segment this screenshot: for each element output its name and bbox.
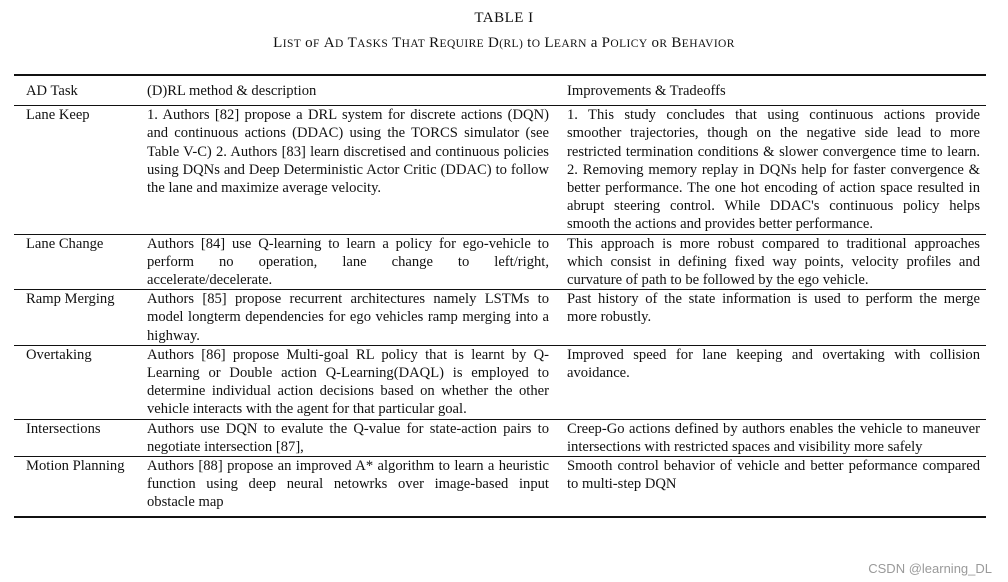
improvements-cell: Past history of the state information is used to perform the merge more robustly. <box>555 290 986 346</box>
header-row <box>14 75 986 106</box>
table-row <box>14 234 986 290</box>
task-cell: Motion Planning <box>26 458 125 475</box>
table-row <box>14 419 986 456</box>
header-method: (D)RL method & description <box>135 75 555 106</box>
table-row <box>14 106 986 234</box>
table-row <box>14 457 986 517</box>
improvements-cell: Creep-Go actions defined by authors enables the vehicle to maneuver intersections with restricted spaces and visibility more safely <box>555 419 986 456</box>
method-cell: Authors [85] propose recurrent architectures namely LSTMs to model longterm dependencies for ego vehicles ramp merging into a highway. <box>135 290 555 346</box>
table-body <box>14 106 986 517</box>
table-row <box>14 345 986 419</box>
method-cell: Authors [84] use Q-learning to learn a policy for ego-vehicle to perform no operation, lane change to left/right, accelerate/decelerate. <box>135 234 555 290</box>
task-cell: Ramp Merging <box>14 290 135 346</box>
watermark: CSDN @learning_DL <box>868 561 992 576</box>
method-cell: Authors [88] propose an improved A* algorithm to learn a heuristic function using deep neural netowrks over image-based input obstacle map <box>147 458 549 511</box>
table-caption <box>0 35 1008 52</box>
task-cell: Intersections <box>14 419 135 456</box>
header-ad-task: AD Task <box>14 75 135 106</box>
table-number: TABLE I <box>474 10 534 26</box>
improvements-cell: Smooth control behavior of vehicle and better peformance compared to multi-step DQN <box>567 458 980 493</box>
task-cell: Lane Change <box>14 234 135 290</box>
improvements-cell: Improved speed for lane keeping and overtaking with collision avoidance. <box>555 345 986 419</box>
method-cell: Authors use DQN to evalute the Q-value for state-action pairs to negotiate intersection [87], <box>135 419 555 456</box>
ad-tasks-table <box>14 74 986 518</box>
improvements-cell: 1. This study concludes that using continuous actions provide smoother trajectories, though on the negative side lead to more restricted termination conditions & slower convergence time to learn. 2. Removing memory replay in DQNs help for faster convergence & better performance. The one hot encoding of action space resulted in abrupt steering control. While DDAC's continuous policy helps smooth the actions and provides better performance. <box>555 106 986 234</box>
improvements-cell: This approach is more robust compared to traditional approaches which consist in defining fixed way points, velocity profiles and curvature of path to be followed by the ego vehicle. <box>555 234 986 290</box>
task-cell: Lane Keep <box>14 106 135 234</box>
method-cell: 1. Authors [82] propose a DRL system for discrete actions (DQN) and continuous actions (DDAC) using the TORCS simulator (see Table V-C) 2. Authors [83] learn discretised and continuous policies using DQNs and Deep Deterministic Actor Critic (DDAC) to follow the lane and maximize average velocity. <box>135 106 555 234</box>
method-cell: Authors [86] propose Multi-goal RL policy that is learnt by Q-Learning or Double action Q-Learning(DAQL) is employed to determine individual action decisions based on whether the other vehicle interacts with the agent for that particular goal. <box>135 345 555 419</box>
header-improvements: Improvements & Tradeoffs <box>555 75 986 106</box>
table-row <box>14 290 986 346</box>
task-cell: Overtaking <box>14 345 135 419</box>
table-caption-text: LIST oF AD TASKS THAT REQUIRE D(RL) tO LEARN a POLICY oR BEHAVIOR <box>273 35 735 51</box>
table-header <box>14 75 986 106</box>
